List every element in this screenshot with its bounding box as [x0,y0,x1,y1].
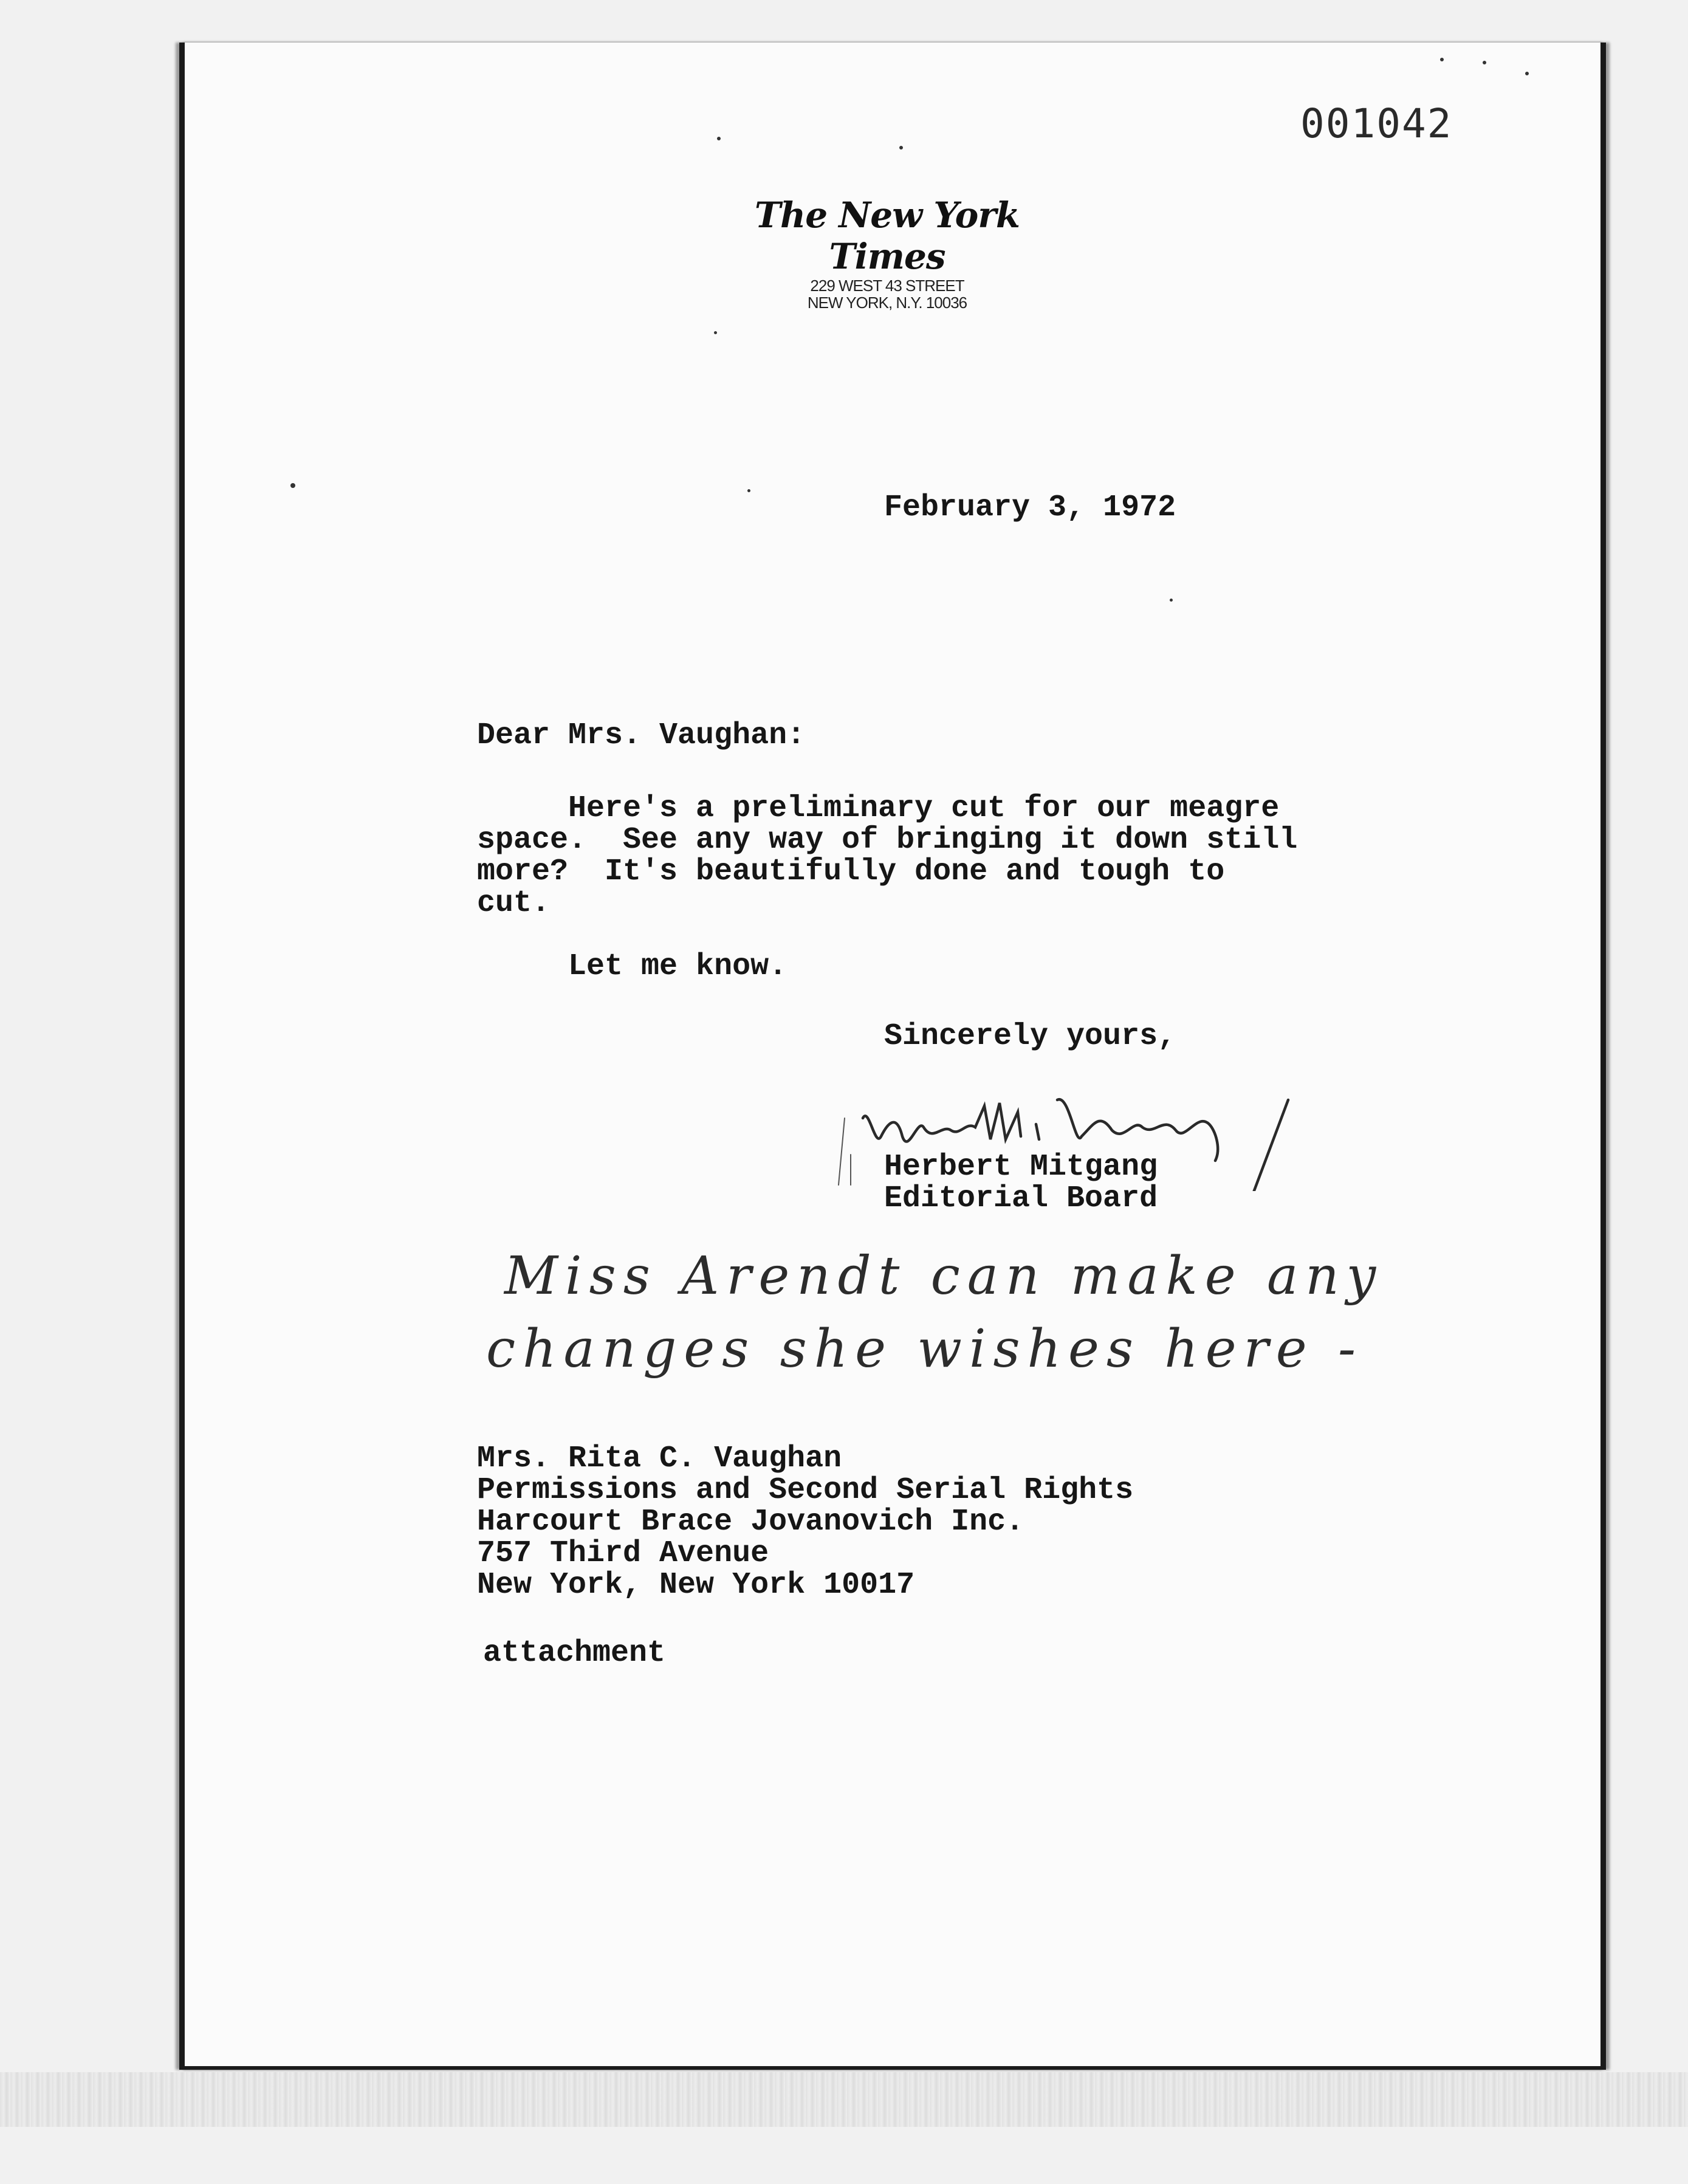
recipient-line: New York, New York 10017 [477,1568,915,1602]
letterhead-address-line1: 229 WEST 43 STREET [810,276,964,295]
closing-line: Let me know. [477,949,787,984]
signer-name: Herbert Mitgang [884,1150,1158,1184]
recipient-line: Harcourt Brace Jovanovich Inc. [477,1505,1024,1539]
scan-speck [290,483,295,488]
letterhead [717,194,1057,311]
signer-title: Editorial Board [884,1181,1158,1216]
body-line: space. See any way of bringing it down still [477,823,1298,857]
letter-sheet [179,43,1606,2070]
scan-edge-noise [0,2072,1688,2127]
recipient-line: Permissions and Second Serial Rights [477,1473,1134,1508]
handwritten-note-line: changes she wishes here - [486,1319,1364,1379]
document-number: 001042 [1300,100,1453,147]
handwritten-note-line: Miss Arendt can make any [504,1246,1384,1307]
scan-speck [1440,58,1444,61]
letterhead-address-line2: NEW YORK, N.Y. 10036 [807,294,967,312]
body-line: cut. [477,886,551,921]
scan-speck [1170,599,1173,602]
scan-speck [717,137,721,140]
scan-speck [747,489,750,492]
letter-date: February 3, 1972 [884,490,1176,525]
scan-speck [1525,72,1529,75]
scan-speck [899,146,903,149]
letterhead-logo: The New York Times [754,194,1020,277]
scan-speck [1483,61,1486,64]
recipient-line: 757 Third Avenue [477,1536,769,1571]
enclosure-note: attachment [483,1636,666,1671]
recipient-line: Mrs. Rita C. Vaughan [477,1441,842,1476]
body-line: Here's a preliminary cut for our meagre [477,791,1280,826]
scan-speck [714,331,717,334]
salutation: Dear Mrs. Vaughan: [477,718,806,753]
body-line: more? It's beautifully done and tough to [477,854,1225,889]
closing: Sincerely yours, [884,1019,1176,1054]
